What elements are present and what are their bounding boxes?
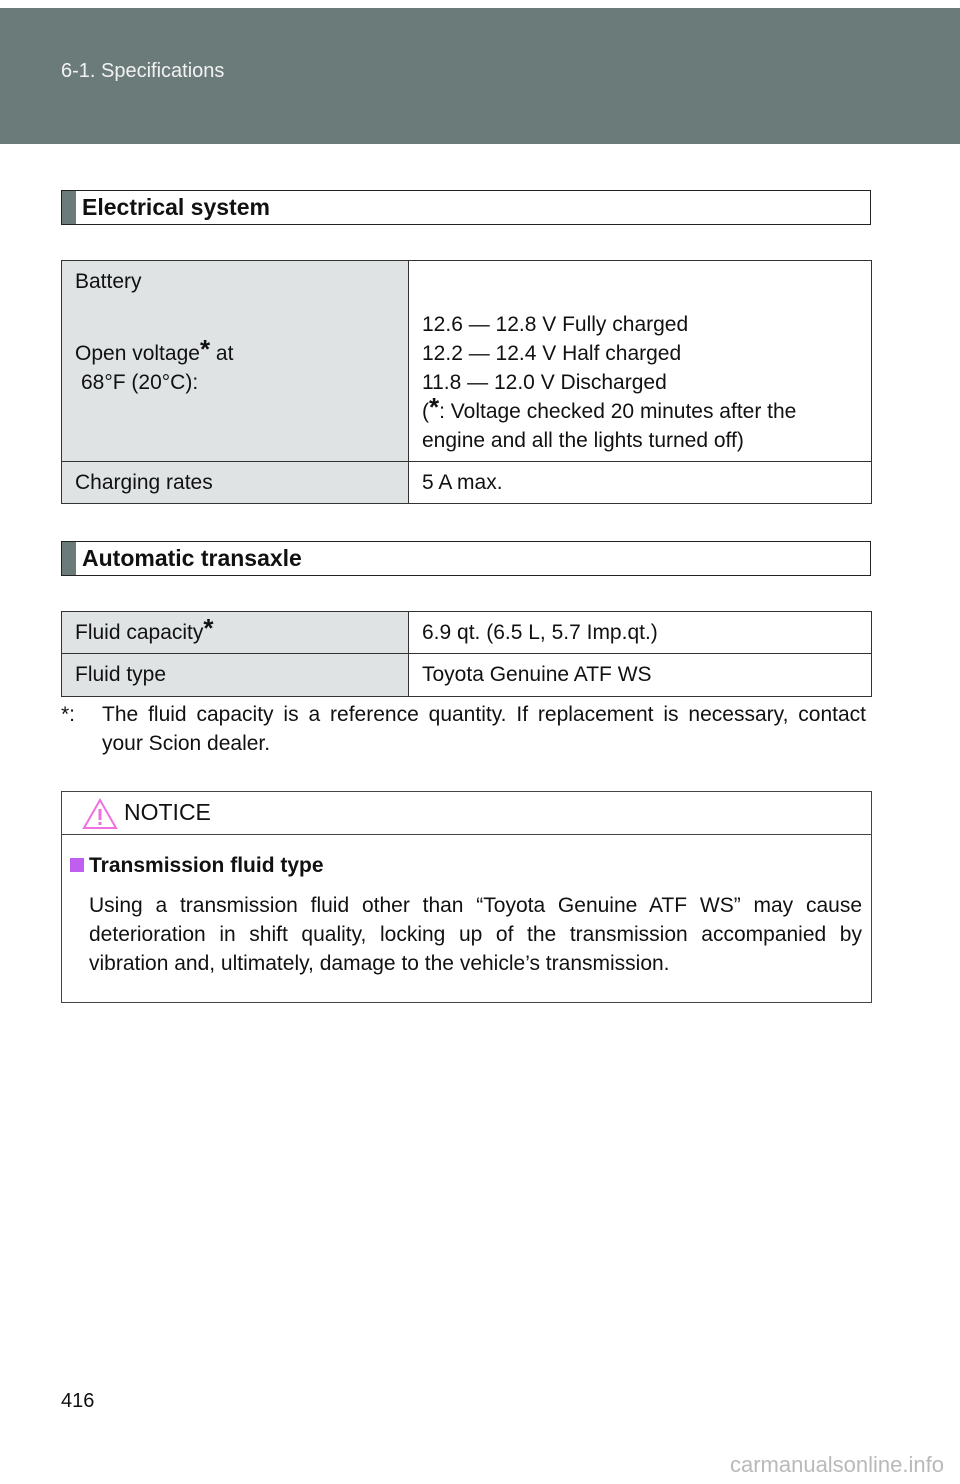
square-bullet-icon xyxy=(70,858,84,872)
capacity-label: Fluid capacity* xyxy=(62,612,409,654)
type-label: Fluid type xyxy=(62,654,409,697)
temp-label: 68°F (20°C): xyxy=(81,371,199,394)
open-voltage-label: Open voltage* at xyxy=(75,334,234,365)
notice-heading: NOTICE xyxy=(124,799,211,825)
transaxle-table xyxy=(61,611,872,697)
notice-body: Using a transmission fluid other than “Toyota Genuine ATF WS” may cause deterioration in shift quality, locking up of the transmission accompanied by vibration and, ultimately, damage to the vehicle’s transmission. xyxy=(89,894,862,975)
watermark: carmanualsonline.info xyxy=(729,1452,944,1477)
page-number: 416 xyxy=(61,1390,95,1412)
voltage-half: 12.2 — 12.4 V Half charged xyxy=(422,342,682,365)
charging-value: 5 A max. xyxy=(409,462,872,504)
table-row xyxy=(62,612,872,654)
table-row xyxy=(62,261,872,462)
battery-label: Battery xyxy=(75,270,142,293)
voltage-values-cell xyxy=(409,261,872,462)
table-row xyxy=(62,654,872,697)
notice-box xyxy=(61,791,872,1003)
transaxle-title: Automatic transaxle xyxy=(82,545,302,571)
battery-label-cell xyxy=(62,261,409,462)
warning-icon xyxy=(82,798,118,830)
voltage-full: 12.6 — 12.8 V Fully charged xyxy=(422,313,689,336)
charging-label: Charging rates xyxy=(62,462,409,504)
voltage-note: (*: Voltage checked 20 minutes after the engine and all the lights turned off) xyxy=(422,392,797,452)
footnote xyxy=(61,700,866,758)
section-title: 6-1. Specifications xyxy=(61,60,225,82)
transaxle-heading xyxy=(61,541,871,576)
footnote-star: *: xyxy=(61,703,76,726)
capacity-value: 6.9 qt. (6.5 L, 5.7 Imp.qt.) xyxy=(409,612,872,654)
electrical-heading xyxy=(61,190,871,225)
voltage-discharged: 11.8 — 12.0 V Discharged xyxy=(422,371,667,394)
type-value: Toyota Genuine ATF WS xyxy=(409,654,872,697)
notice-title: Transmission fluid type xyxy=(70,854,324,878)
table-row xyxy=(62,462,872,504)
section-header xyxy=(0,8,960,144)
electrical-table xyxy=(61,260,872,504)
footnote-text: The fluid capacity is a reference quantity. If replacement is necessary, contact your Scion dealer. xyxy=(102,703,866,755)
electrical-title: Electrical system xyxy=(82,194,270,220)
